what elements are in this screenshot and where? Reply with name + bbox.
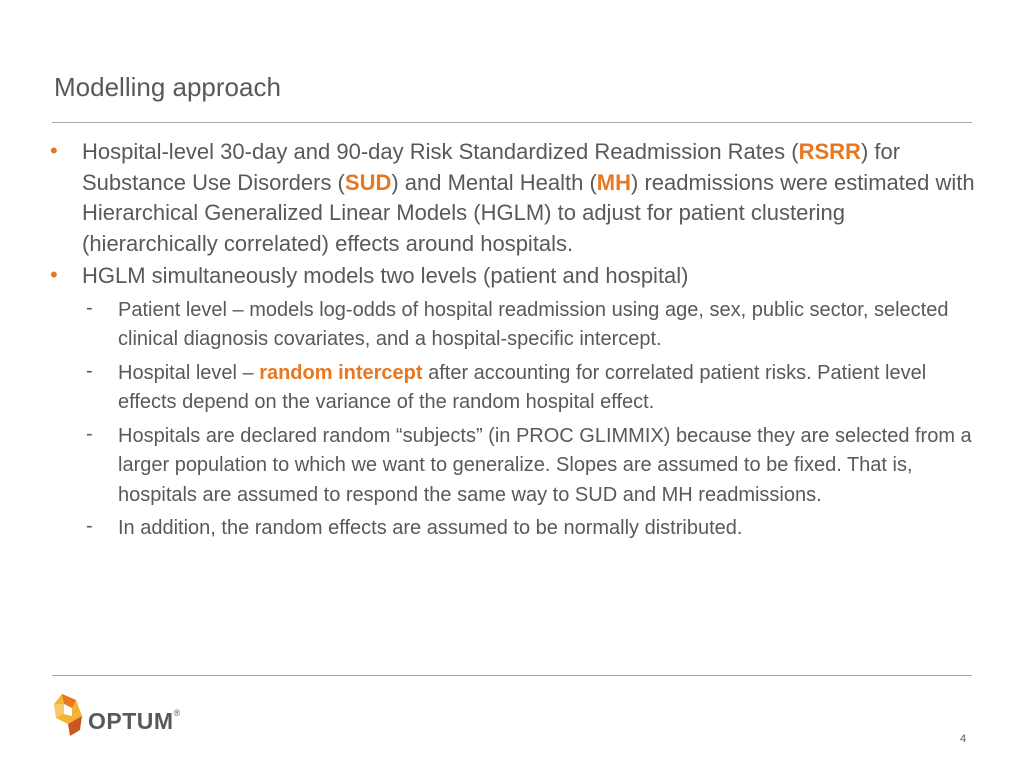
slide-body [46,137,976,544]
highlight-mh: MH [596,169,631,195]
footer-divider [52,675,972,676]
title-divider [52,122,972,123]
bullet-text: HGLM simultaneously models two levels (patient and hospital) [82,263,689,288]
sub-bullet-item [46,296,976,355]
slide-title: Modelling approach [54,72,281,102]
sub-bullet-text: In addition, the random effects are assumed to be normally distributed. [118,517,743,539]
dash-marker: - [86,515,93,537]
dash-marker: - [86,296,93,319]
highlight-rsrr: RSRR [798,139,861,164]
sub-bullet-text: Hospitals are declared random “subjects” (in PROC GLIMMIX) because they are selected from a larger population to which we want to generalize. Slopes are assumed to be fixed. That is, hospitals are assumed to respond the same way to SUD and MH readmissions. [118,424,972,506]
dash-marker: - [86,422,93,445]
sub-bullet-item [46,422,976,511]
sub-bullet-item [46,359,976,418]
optum-logo-text: OPTUM® [88,708,181,734]
page-number: 4 [960,733,967,745]
sub-bullet-text: Hospital level – random intercept after accounting for correlated patient risks. Patient level effects depend on the variance of the random hospital effect. [118,361,927,413]
sub-bullet-item [46,514,976,544]
bullet-text: Hospital-level 30-day and 90-day Risk Standardized Readmission Rates (RSRR) for Substance Use Disorders (SUD) and Mental Health (MH) readmissions were estimated with Hierarchical Generalized Linear Models (HGLM) to adjust for patient clustering (hierarchically correlated) effects around hospitals. [82,139,975,256]
highlight-random-intercept: random intercept [259,361,423,384]
sub-bullet-text: Patient level – models log-odds of hospital readmission using age, sex, public sector, selected clinical diagnosis covariates, and a hospital-specific intercept. [118,298,949,350]
highlight-sud: SUD [344,169,392,195]
bullet-item [46,261,976,292]
dash-marker: - [86,359,93,382]
bullet-marker: • [50,262,58,287]
bullet-marker: • [50,138,58,163]
bullet-item [46,137,976,259]
